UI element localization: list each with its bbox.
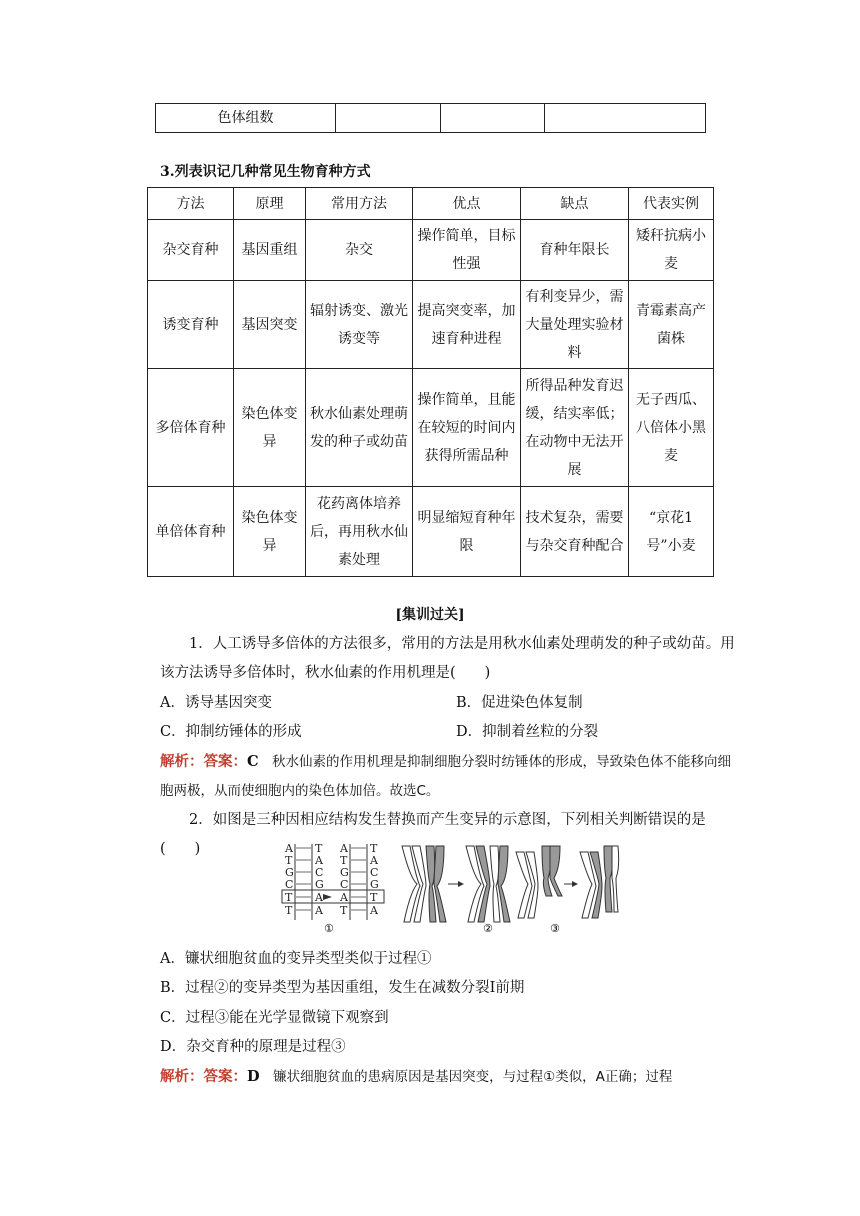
header-cell: 方法: [148, 188, 234, 220]
q2-option-b: B．过程②的变异类型为基因重组，发生在减数分裂Ⅰ前期: [160, 980, 525, 996]
table-cell: 花药离体培养后，再用秋水仙素处理: [306, 487, 413, 577]
base-letter: A: [370, 904, 378, 917]
base-letter: T: [285, 904, 293, 917]
table-row: [156, 104, 706, 133]
base-letter: G: [315, 878, 324, 891]
figure-label-1: ①: [324, 922, 334, 935]
base-letter: G: [370, 878, 379, 891]
arrow-icon: [572, 881, 578, 887]
q2-option-d: D．杂交育种的原理是过程③: [160, 1039, 346, 1055]
table-cell: 染色体变异: [234, 487, 306, 577]
q1-option-a: A．诱导基因突变: [160, 695, 272, 711]
figure-label-2: ②: [483, 922, 493, 935]
chromosome-pair-after-3: [580, 846, 619, 918]
table-cell: 色体组数: [156, 104, 336, 133]
table-row: [148, 487, 714, 577]
table-cell: [545, 104, 706, 133]
base-letter: T: [285, 854, 293, 867]
table-cell: 育种年限长: [521, 220, 629, 281]
q2-option-a: A．镰状细胞贫血的变异类型类似于过程①: [160, 951, 432, 967]
table-cell: 青霉素高产菌株: [629, 281, 714, 369]
base-letter: T: [340, 854, 348, 867]
base-letter: A: [340, 842, 348, 855]
question-2-stem: 2．如图是三种因相应结构发生替换而产生变异的示意图，下列相关判断错误的是( ): [160, 812, 706, 857]
header-cell: 代表实例: [629, 188, 714, 220]
table-cell: [441, 104, 545, 133]
answer-value: C: [247, 753, 259, 770]
table-cell: 技术复杂，需要与杂交育种配合: [521, 487, 629, 577]
table-cell: 秋水仙素处理萌发的种子或幼苗: [306, 369, 413, 487]
table-cell: 所得品种发育迟缓，结实率低；在动物中无法开展: [521, 369, 629, 487]
substitution-box: [282, 890, 384, 903]
q1-option-b: B．促进染色体复制: [456, 695, 583, 711]
q2-option-c: C．过程③能在光学显微镜下观察到: [160, 1010, 389, 1026]
table-cell: 染色体变异: [234, 369, 306, 487]
explanation-text: 镰状细胞贫血的患病原因是基因突变，与过程①类似，A正确；过程: [259, 1069, 673, 1085]
table-cell: 辐射诱变、激光诱变等: [306, 281, 413, 369]
dna-strand-2: [339, 842, 379, 920]
base-letter: T: [340, 904, 348, 917]
base-letter: G: [340, 866, 349, 879]
practice-title: [集训过关]: [395, 607, 465, 623]
table-cell: 多倍体育种: [148, 369, 234, 487]
base-letter: A: [285, 842, 293, 855]
table-row: [148, 220, 714, 281]
table-cell: 提高突变率，加速育种进程: [413, 281, 521, 369]
table-row: [148, 281, 714, 369]
answer-value: D: [247, 1068, 260, 1085]
header-cell: 常用方法: [306, 188, 413, 220]
table-cell: 杂交: [306, 220, 413, 281]
table-header-row: [148, 188, 714, 220]
section-heading: 3.列表识记几种常见生物育种方式: [160, 164, 371, 180]
base-letter: T: [285, 891, 293, 904]
table-cell: 杂交育种: [148, 220, 234, 281]
base-letter: T: [315, 842, 323, 855]
arrow-icon: [458, 881, 464, 887]
table-cell: 操作简单，且能在较短的时间内获得所需品种: [413, 369, 521, 487]
base-letter: C: [340, 878, 349, 891]
base-letter: C: [315, 866, 324, 879]
header-cell: 优点: [413, 188, 521, 220]
q1-explanation: [160, 747, 735, 806]
question-1-stem: 1．人工诱导多倍体的方法很多，常用的方法是用秋水仙素处理萌发的种子或幼苗。用该方法诱导多倍体时，秋水仙素的作用机理是( ): [160, 636, 735, 681]
figure-label-3: ③: [550, 922, 560, 935]
chromosome-pair-after-2: [466, 846, 510, 922]
q1-option-c: C．抑制纺锤体的形成: [160, 724, 302, 740]
answer-label: 解析：答案：: [160, 1068, 247, 1085]
q1-option-d: D．抑制着丝粒的分裂: [456, 724, 599, 740]
base-letter: T: [370, 891, 378, 904]
table-cell: 矮秆抗病小麦: [629, 220, 714, 281]
table-cell: 基因重组: [234, 220, 306, 281]
arrow-icon: [323, 894, 332, 900]
table-cell: 诱变育种: [148, 281, 234, 369]
base-letter: A: [340, 891, 348, 904]
breeding-methods-table: [147, 187, 714, 577]
dna-strand-1: [284, 842, 324, 920]
table-row: [148, 369, 714, 487]
base-letter: A: [315, 854, 323, 867]
header-cell: 缺点: [521, 188, 629, 220]
table-cell: “京花1号”小麦: [629, 487, 714, 577]
header-cell: 原理: [234, 188, 306, 220]
table-cell: 明显缩短育种年限: [413, 487, 521, 577]
table-cell: 单倍体育种: [148, 487, 234, 577]
table-cell: 无子西瓜、八倍体小黑麦: [629, 369, 714, 487]
base-letter: C: [370, 866, 379, 879]
table-cell: 基因突变: [234, 281, 306, 369]
base-letter: A: [315, 904, 323, 917]
base-letter: A: [370, 854, 378, 867]
base-letter: T: [370, 842, 378, 855]
base-letter: G: [285, 866, 294, 879]
table-cell: [336, 104, 441, 133]
explanation-text: 秋水仙素的作用机理是抑制细胞分裂时纺锤体的形成，导致染色体不能移向细胞两极，从而使细胞内的染色体加倍。故选C。: [160, 754, 732, 799]
top-partial-table: [155, 103, 706, 133]
base-letter: A: [315, 891, 323, 904]
table-cell: 有利变异少，需大量处理实验材料: [521, 281, 629, 369]
answer-label: 解析：答案：: [160, 753, 247, 770]
q2-explanation: [160, 1062, 735, 1092]
chromosome-pair-before-3: [516, 846, 562, 918]
base-letter: C: [285, 878, 294, 891]
table-cell: 操作简单，目标性强: [413, 220, 521, 281]
chromosome-pair-before-2: [402, 846, 446, 922]
variation-diagram: [280, 838, 620, 936]
